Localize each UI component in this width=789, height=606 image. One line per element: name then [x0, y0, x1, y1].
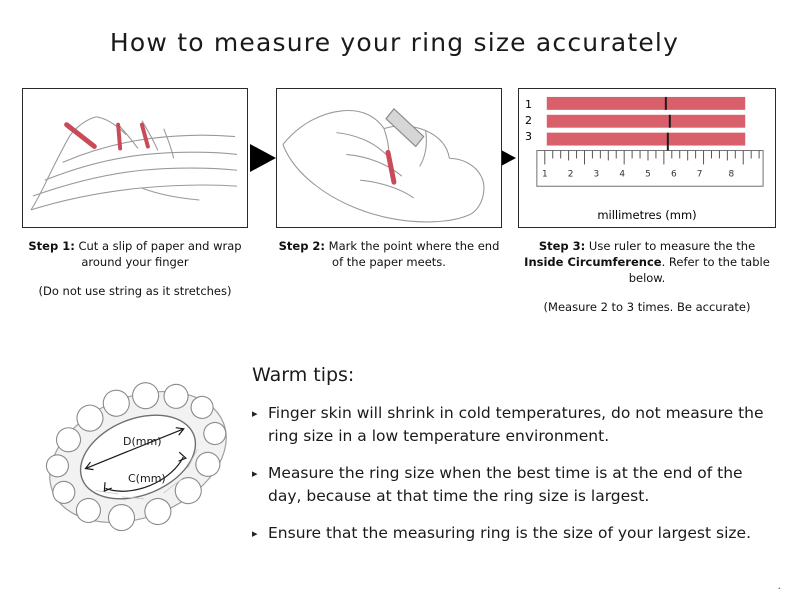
svg-text:7: 7 — [696, 169, 703, 180]
step-2-caption — [276, 238, 502, 270]
hand-with-paper-slip-icon — [23, 89, 247, 228]
strip-number-3: 3 — [525, 130, 532, 143]
page-title: How to measure your ring size accurately — [109, 28, 680, 57]
warm-tips — [252, 364, 772, 559]
step-3 — [518, 88, 776, 314]
step-2 — [276, 88, 502, 270]
bullet-icon: ▸ — [252, 527, 258, 540]
tip-text: Ensure that the measuring ring is the size of your largest size. — [268, 524, 751, 542]
tip-item — [252, 462, 772, 508]
strip-number-2: 2 — [525, 114, 532, 127]
step-1-illustration — [22, 88, 248, 228]
warm-tips-title: Warm tips: — [252, 364, 355, 386]
step-3-label: Step 3: — [538, 239, 586, 253]
hand-marking-paper-icon — [277, 89, 501, 228]
step-1 — [22, 88, 248, 298]
step-2-label: Step 2: — [278, 239, 326, 253]
step-1-note: (Do not use string as it stretches) — [38, 284, 232, 298]
svg-text:2: 2 — [567, 169, 574, 180]
tip-text: Finger skin will shrink in cold temperatures, do not measure the ring size in a low temperature environment. — [268, 404, 764, 445]
svg-text:3: 3 — [593, 169, 600, 180]
ring-illustration-icon — [28, 352, 248, 562]
circumference-label: C(mm) — [128, 472, 166, 485]
bullet-icon: ▸ — [252, 407, 258, 420]
strip-number-labels — [525, 97, 532, 145]
step-1-caption — [22, 238, 248, 270]
svg-text:1: 1 — [541, 169, 548, 180]
svg-text:6: 6 — [670, 169, 677, 180]
step-3-caption-text: Use ruler to measure the the Inside Circumference. Refer to the table below. — [524, 239, 770, 285]
step-1-caption-text: Cut a slip of paper and wrap around your finger — [74, 239, 242, 269]
svg-text:8: 8 — [728, 169, 735, 180]
bottom-section — [0, 352, 789, 602]
ring-diagram — [28, 352, 248, 562]
corner-mark: . — [777, 579, 781, 592]
diameter-label: D(mm) — [123, 435, 162, 448]
step-2-caption-text: Mark the point where the end of the paper meets. — [325, 239, 500, 269]
tip-item — [252, 402, 772, 448]
tip-item — [252, 522, 772, 545]
ruler-unit-label: millimetres (mm) — [597, 208, 697, 222]
bullet-icon: ▸ — [252, 467, 258, 480]
arrow-right-icon — [250, 144, 276, 172]
step-3-caption — [518, 238, 776, 286]
steps-section — [18, 88, 773, 338]
strip-number-1: 1 — [525, 98, 532, 111]
step-3-illustration — [518, 88, 776, 228]
svg-text:4: 4 — [619, 169, 626, 180]
svg-text:5: 5 — [645, 169, 651, 180]
step-3-note: (Measure 2 to 3 times. Be accurate) — [543, 300, 751, 314]
tip-text: Measure the ring size when the best time is at the end of the day, because at that time the ring size is largest. — [268, 464, 743, 505]
step-2-illustration — [276, 88, 502, 228]
step-1-label: Step 1: — [28, 239, 75, 253]
